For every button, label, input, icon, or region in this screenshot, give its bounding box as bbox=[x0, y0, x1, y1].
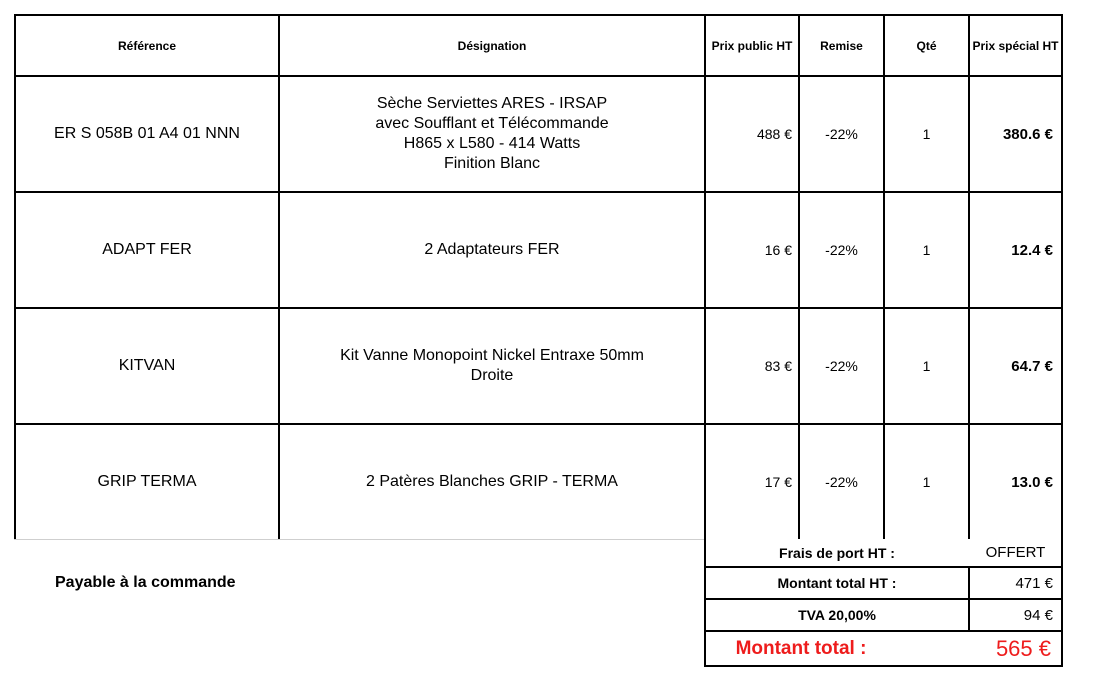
montant-ht-label: Montant total HT : bbox=[777, 575, 897, 591]
cell-designation bbox=[280, 425, 704, 539]
cell-qte: 1 bbox=[922, 126, 931, 142]
cell-remise: -22% bbox=[825, 358, 858, 374]
cell-reference: KITVAN bbox=[118, 357, 176, 374]
payment-note: Payable à la commande bbox=[55, 574, 236, 591]
cell-prix-public: 17 € bbox=[764, 474, 792, 490]
designation-line: avec Soufflant et Télécommande bbox=[375, 115, 609, 132]
header-qte: Qté bbox=[916, 38, 937, 53]
tva-label: TVA 20,00% bbox=[798, 607, 876, 623]
cell-prix-public: 83 € bbox=[764, 358, 792, 374]
cell-reference: ER S 058B 01 A4 01 NNN bbox=[54, 125, 240, 142]
designation-line: Kit Vanne Monopoint Nickel Entraxe 50mm bbox=[340, 347, 644, 364]
cell-designation bbox=[280, 77, 704, 191]
designation-line: Finition Blanc bbox=[443, 155, 541, 172]
cell-qte: 1 bbox=[922, 474, 931, 490]
cell-prix-special: 64.7 € bbox=[1011, 357, 1053, 375]
cell-designation bbox=[280, 309, 704, 423]
designation-line: Droite bbox=[470, 367, 514, 384]
header-remise: Remise bbox=[820, 38, 863, 53]
designation-line: 2 Patères Blanches GRIP - TERMA bbox=[366, 473, 618, 490]
cell-qte: 1 bbox=[922, 358, 931, 374]
cell-remise: -22% bbox=[825, 126, 858, 142]
cell-prix-special: 12.4 € bbox=[1011, 241, 1053, 259]
cell-prix-public: 488 € bbox=[756, 126, 792, 142]
table-border-right bbox=[1061, 14, 1063, 539]
cell-qte: 1 bbox=[922, 242, 931, 258]
header-prix-public: Prix public HT bbox=[711, 38, 793, 53]
cell-remise: -22% bbox=[825, 242, 858, 258]
montant-total-value: 565 € bbox=[995, 635, 1051, 661]
header-designation: Désignation bbox=[457, 38, 527, 53]
totals-border-right bbox=[1061, 539, 1063, 667]
totals-border-bottom bbox=[704, 665, 1063, 667]
designation-line: 2 Adaptateurs FER bbox=[424, 241, 560, 258]
designation-line: Sèche Serviettes ARES - IRSAP bbox=[376, 95, 608, 112]
cell-reference: GRIP TERMA bbox=[97, 473, 197, 490]
frais-port-value: OFFERT bbox=[985, 544, 1046, 561]
cell-designation bbox=[280, 193, 704, 307]
cell-prix-special: 13.0 € bbox=[1011, 473, 1053, 491]
designation-line: H865 x L580 - 414 Watts bbox=[403, 135, 581, 152]
header-prix-special: Prix spécial HT bbox=[972, 38, 1059, 53]
tva-value: 94 € bbox=[1023, 606, 1053, 624]
cell-reference: ADAPT FER bbox=[102, 241, 192, 258]
cell-prix-public: 16 € bbox=[764, 242, 792, 258]
montant-ht-value: 471 € bbox=[1015, 574, 1053, 592]
header-reference: Référence bbox=[117, 38, 177, 53]
table-bottom-edge bbox=[14, 539, 706, 540]
cell-remise: -22% bbox=[825, 474, 858, 490]
montant-total-label: Montant total : bbox=[735, 637, 867, 659]
cell-prix-special: 380.6 € bbox=[1002, 125, 1053, 143]
frais-port-label: Frais de port HT : bbox=[779, 544, 895, 561]
